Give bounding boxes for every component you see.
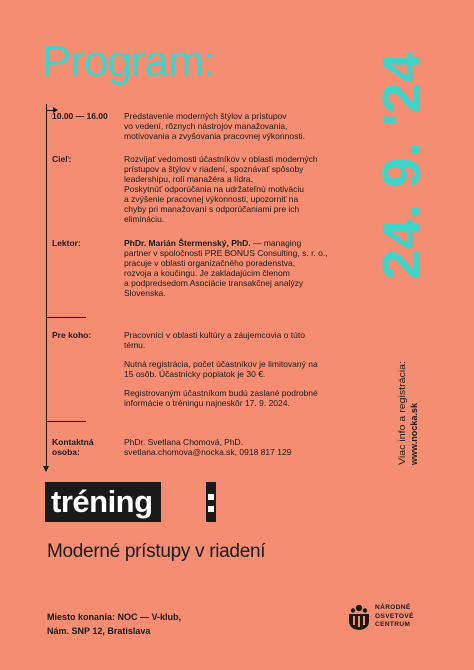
text-line: chyby pri manažovaní s odporúčaniami pre ich <box>124 204 300 214</box>
venue <box>47 610 181 638</box>
text-line: Slovenska. <box>124 288 166 298</box>
text-line: motivovania a zvyšovania pracovnej výkonnosti. <box>124 131 305 141</box>
text-line: Registrovaným účastníkom budú zaslané podrobné <box>124 388 318 398</box>
text-span: — managing <box>250 238 302 248</box>
text-line: informácie o tréningu najneskôr 17. 9. 2024. <box>124 398 290 408</box>
event-date <box>358 40 430 280</box>
paragraph <box>124 388 352 408</box>
venue-line: Nám. SNP 12, Bratislava <box>47 626 151 636</box>
registration-info <box>392 358 432 468</box>
noc-logo-text <box>375 604 414 630</box>
text-line: pracuje v oblasti organizačného poradenstva, <box>124 258 296 268</box>
text-line: OSVETOVÉ <box>375 612 414 620</box>
badge-colon <box>206 482 216 522</box>
noc-logo-icon <box>346 603 372 631</box>
contact-details: svetlana.chomova@nocka.sk, 0918 817 129 <box>124 447 292 457</box>
training-badge: tréning <box>45 482 161 522</box>
training-title: Moderné prístupy v riadení <box>47 541 266 562</box>
text-line: a zvýšenie pracovnej výkonnosti, upozorniť na <box>124 194 299 204</box>
section-divider <box>46 317 86 318</box>
registration-label: Viac info a registrácia: <box>397 371 408 465</box>
text-line <box>124 238 352 248</box>
registration-url: www.nocka.sk <box>409 399 420 465</box>
lecturer-text <box>124 238 352 298</box>
contact-text <box>124 437 352 457</box>
text-line: NÁRODNÉ <box>375 604 411 611</box>
text-line: Nutná registrácia, počet účastníkov je limitovaný na <box>124 359 318 369</box>
text-line: Rozvíjať vedomosti účastníkov v oblasti moderných <box>124 154 318 164</box>
event-date-text: 24. 9. '24 <box>372 56 432 280</box>
text-line: tému. <box>124 340 146 350</box>
lecturer-name: PhDr. Marián Štermenský, PhD. <box>124 238 251 248</box>
text-line: rozvoja a koučingu. Je zakladajúcim členom <box>124 268 290 278</box>
paragraph <box>124 330 352 350</box>
lecturer-label: Lektor: <box>52 238 81 248</box>
text-line: vo vedení, rôznych nástrojov manažovania, <box>124 121 288 131</box>
goal-label: Cieľ: <box>52 154 72 164</box>
text-line: elimináciu. <box>124 214 165 224</box>
text-line: Predstavenie moderných štýlov a prístupov <box>124 111 287 121</box>
text-line: partner v spoločnosti PRE BONUS Consulting, s. r. o., <box>124 248 328 258</box>
page-title: Program: <box>42 37 215 86</box>
paragraph <box>124 359 352 379</box>
text-line: 15 osôb. Účastnícky poplatok je 30 €. <box>124 369 266 379</box>
text-line: Poskytnúť odporúčania na udržateľnú motiváciu <box>124 184 305 194</box>
arrow-down-icon <box>43 466 49 472</box>
text-line: Kontaktná <box>52 437 94 447</box>
audience-label: Pre koho: <box>52 330 92 340</box>
text-line: a podpredsedom Asociácie transakčnej analýzy <box>124 278 304 288</box>
text-line: CENTRUM <box>375 621 411 628</box>
program-time-text <box>124 111 352 141</box>
contact-name: PhDr. Svetlana Chomová, PhD. <box>124 437 244 447</box>
text-line: leadershipu, rolí manažéra a lídra. <box>124 174 253 184</box>
text-line: prístupov a štýlov v riadení, spoznávať spôsoby <box>124 164 304 174</box>
contact-label <box>52 437 94 457</box>
goal-text <box>124 154 352 224</box>
section-divider <box>46 421 86 422</box>
text-line: osoba: <box>52 447 80 457</box>
audience-text <box>124 330 352 417</box>
text-line: Pracovníci v oblasti kultúry a záujemcovia o túto <box>124 330 305 340</box>
venue-line: Miesto konania: NOC — V-klub, <box>47 612 182 622</box>
program-time: 10.00 — 16.00 <box>52 111 108 121</box>
timeline-line <box>46 104 47 466</box>
